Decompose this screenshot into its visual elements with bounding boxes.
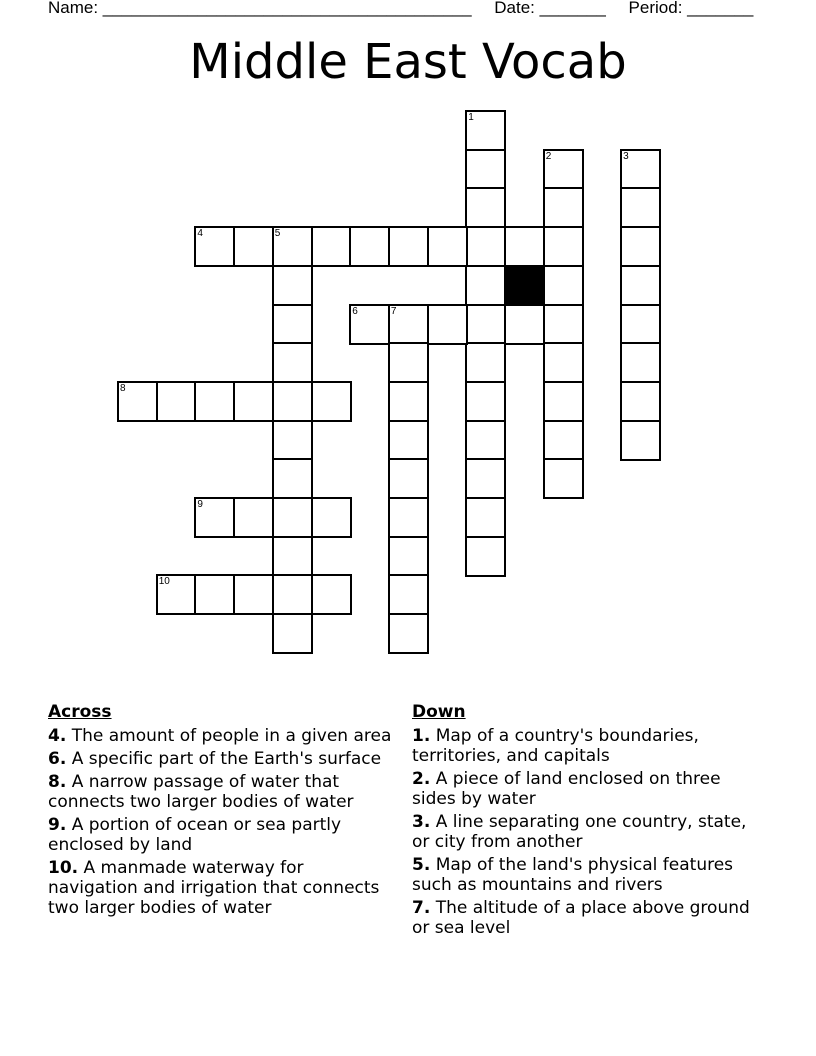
grid-cell[interactable] (543, 265, 584, 306)
grid-cell[interactable] (543, 149, 584, 190)
grid-cell[interactable] (388, 304, 429, 345)
grid-cell[interactable] (272, 381, 313, 422)
grid-cell[interactable] (465, 381, 506, 422)
clue-text: A line separating one country, state, or city from another (412, 812, 747, 852)
clue-number-label: 3. (412, 812, 431, 832)
grid-cell[interactable] (272, 536, 313, 577)
clue-text: The amount of people in a given area (66, 726, 392, 746)
clue-number: 8 (120, 382, 126, 394)
clue-number-label: 2. (412, 769, 431, 789)
clue-number: 3 (623, 150, 629, 162)
across-clue (48, 772, 398, 812)
clue-number: 2 (545, 150, 552, 162)
grid-cell[interactable] (388, 536, 429, 577)
grid-cell[interactable] (156, 574, 197, 615)
grid-cell[interactable] (272, 226, 313, 267)
grid-cell[interactable] (194, 574, 235, 615)
across-clue (48, 858, 398, 918)
name-field[interactable]: Name: _______________________________________ (48, 0, 472, 17)
grid-cell[interactable] (543, 342, 584, 383)
clue-number: 6 (352, 305, 358, 317)
grid-cell[interactable] (465, 110, 506, 151)
grid-cell[interactable] (543, 226, 584, 267)
clue-number-label: 6. (48, 749, 67, 769)
grid-cell[interactable] (272, 304, 313, 345)
clue-text: A piece of land enclosed on three sides by water (412, 769, 721, 809)
grid-cell[interactable] (543, 420, 584, 461)
clue-number: 1 (468, 112, 474, 123)
grid-cell[interactable] (272, 458, 313, 499)
clue-text: Map of the land's physical features such as mountains and rivers (412, 855, 734, 895)
grid-cell[interactable] (388, 613, 429, 654)
grid-cell[interactable] (233, 574, 274, 615)
grid-cell[interactable] (388, 458, 429, 499)
grid-cell[interactable] (620, 187, 661, 228)
grid-cell[interactable] (465, 265, 506, 306)
grid-cell[interactable] (156, 381, 197, 422)
grid-cell[interactable] (117, 381, 158, 422)
grid-cell[interactable] (388, 342, 429, 383)
clue-number-label: 8. (48, 772, 67, 792)
grid-cell[interactable] (620, 265, 661, 306)
across-clue (48, 815, 398, 855)
grid-cell[interactable] (465, 304, 506, 345)
grid-cell[interactable] (427, 304, 468, 345)
grid-cell[interactable] (194, 381, 235, 422)
grid-cell[interactable] (233, 381, 274, 422)
down-clue (412, 726, 757, 766)
across-clues (48, 702, 398, 921)
grid-cell[interactable] (388, 497, 429, 538)
clue-number-label: 5. (412, 855, 431, 875)
grid-cell[interactable] (194, 497, 235, 538)
grid-cell[interactable] (465, 149, 506, 190)
grid-cell[interactable] (194, 226, 235, 267)
grid-cell[interactable] (620, 304, 661, 345)
grid-cell[interactable] (427, 226, 468, 267)
grid-cell[interactable] (543, 381, 584, 422)
down-clue (412, 855, 757, 895)
date-field[interactable]: Date: _______ (494, 0, 606, 17)
grid-cell[interactable] (272, 342, 313, 383)
grid-cell[interactable] (349, 304, 390, 345)
grid-cell[interactable] (620, 226, 661, 267)
clue-number-label: 1. (412, 726, 431, 746)
clue-text: A specific part of the Earth's surface (66, 749, 382, 769)
clue-number: 7 (390, 305, 397, 317)
grid-cell[interactable] (388, 381, 429, 422)
puzzle-title: Middle East Vocab (189, 34, 627, 90)
grid-cell[interactable] (311, 574, 352, 615)
clue-text: A manmade waterway for navigation and irrigation that connects two larger bodies of water (48, 858, 380, 918)
grid-cell[interactable] (465, 536, 506, 577)
clue-number-label: 4. (48, 726, 67, 746)
clue-number: 10 (158, 576, 170, 588)
black-square (504, 265, 545, 306)
clue-number: 4 (197, 228, 203, 240)
clue-text: A portion of ocean or sea partly enclosed by land (48, 815, 342, 855)
down-clue (412, 898, 757, 938)
down-clue (412, 769, 757, 809)
clue-number: 5 (274, 228, 281, 240)
grid-cell[interactable] (233, 226, 274, 267)
grid-cell[interactable] (620, 149, 661, 190)
across-clue (48, 749, 398, 769)
grid-cell[interactable] (272, 613, 313, 654)
clue-number-label: 7. (412, 898, 431, 918)
grid-cell[interactable] (311, 497, 352, 538)
period-field[interactable]: Period: _______ (628, 0, 754, 17)
grid-cell[interactable] (465, 497, 506, 538)
grid-cell[interactable] (388, 574, 429, 615)
grid-cell[interactable] (465, 226, 506, 267)
grid-cell[interactable] (272, 497, 313, 538)
grid-cell[interactable] (543, 187, 584, 228)
down-clue (412, 812, 757, 852)
across-heading: Across (48, 702, 112, 722)
grid-cell[interactable] (388, 226, 429, 267)
grid-cell[interactable] (272, 574, 313, 615)
grid-cell[interactable] (349, 226, 390, 267)
grid-cell[interactable] (465, 342, 506, 383)
down-heading: Down (412, 702, 466, 722)
grid-cell[interactable] (465, 420, 506, 461)
clue-number: 9 (197, 499, 203, 510)
grid-cell[interactable] (543, 458, 584, 499)
clue-number-label: 10. (48, 858, 79, 878)
grid-cell[interactable] (465, 458, 506, 499)
grid-cell[interactable] (620, 381, 661, 422)
grid-cell[interactable] (504, 226, 545, 267)
clue-text: The altitude of a place above ground or sea level (412, 898, 750, 938)
grid-cell[interactable] (504, 304, 545, 345)
grid-cell[interactable] (543, 304, 584, 345)
clue-text: Map of a country's boundaries, territories, and capitals (412, 726, 699, 766)
grid-cell[interactable] (620, 420, 661, 461)
grid-cell[interactable] (311, 226, 352, 267)
clue-text: A narrow passage of water that connects two larger bodies of water (48, 772, 354, 812)
grid-cell[interactable] (465, 187, 506, 228)
clue-number-label: 9. (48, 815, 67, 835)
grid-cell[interactable] (388, 420, 429, 461)
down-clues (412, 702, 757, 941)
grid-cell[interactable] (311, 381, 352, 422)
grid-cell[interactable] (272, 420, 313, 461)
grid-cell[interactable] (620, 342, 661, 383)
grid-cell[interactable] (272, 265, 313, 306)
grid-cell[interactable] (233, 497, 274, 538)
across-clue (48, 726, 398, 746)
